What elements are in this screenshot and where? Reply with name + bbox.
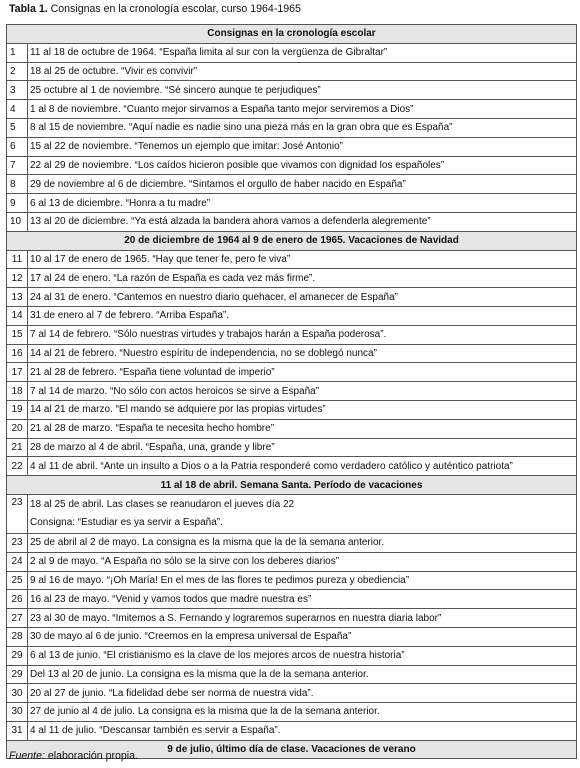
slogan-cell: 6 al 13 de diciembre. “Honra a tu madre” [28, 194, 577, 213]
row-number-cell [7, 288, 28, 307]
table-row [7, 100, 577, 119]
slogan-cell: 4 al 11 de abril. “Ante un insulto a Dios o a la Patria responderé como verdadero católico y auténtico patriota” [28, 457, 577, 476]
slogan-cell: 9 al 16 de mayo. “¡Oh María! En el mes de las flores te pedimos pureza y obediencia” [28, 571, 577, 590]
slogan-cell: 21 al 28 de marzo. “España te necesita hecho hombre” [28, 419, 577, 438]
slogan-cell: Del 13 al 20 de junio. La consigna es la misma que la de la semana anterior. [28, 665, 577, 684]
row-number-cell [7, 156, 28, 175]
table-title-row [7, 25, 577, 44]
row-number: 25 [11, 574, 23, 586]
table-row [7, 419, 577, 438]
row-number-cell [7, 609, 28, 628]
table-row [7, 665, 577, 684]
table-row [7, 288, 577, 307]
slogan-cell: 4 al 11 de julio. “Descansar también es servir a España”. [28, 721, 577, 740]
row-number-cell [7, 344, 28, 363]
row-number-cell [7, 419, 28, 438]
table-row [7, 494, 577, 533]
row-number: 26 [11, 593, 23, 605]
slogan-cell: 30 de mayo al 6 de junio. “Creemos en la empresa universal de España” [28, 627, 577, 646]
table-row [7, 344, 577, 363]
row-number-cell [7, 703, 28, 722]
slogan-cell: 13 al 20 de diciembre. “Ya está alzada la bandera ahora vamos a defenderla alegremente” [28, 212, 577, 231]
row-number: 24 [11, 556, 23, 568]
row-number: 17 [11, 366, 23, 378]
table-row [7, 646, 577, 665]
row-number-cell [7, 684, 28, 703]
row-number-cell [7, 62, 28, 81]
slogan-cell: 15 al 22 de noviembre. “Tenemos un ejemplo que imitar: José Antonio” [28, 137, 577, 156]
table-row [7, 62, 577, 81]
slogan-cell: 21 al 28 de febrero. “España tiene voluntad de imperio” [28, 363, 577, 382]
row-number-cell [7, 627, 28, 646]
row-number: 29 [11, 650, 23, 662]
row-number: 23 [11, 537, 23, 549]
period-header-row-cell: 11 al 18 de abril. Semana Santa. Período de vacaciones [7, 476, 577, 495]
slogan-cell: 25 octubre al 1 de noviembre. “Sé sincero aunque te perjudiques” [28, 81, 577, 100]
table-row [7, 212, 577, 231]
table-row [7, 306, 577, 325]
row-number-cell [7, 306, 28, 325]
row-number: 22 [11, 460, 23, 472]
row-number: 4 [10, 103, 16, 115]
table-row [7, 156, 577, 175]
row-number: 6 [10, 141, 16, 153]
row-number-cell [7, 194, 28, 213]
row-number: 28 [11, 631, 23, 643]
caption-text: Consignas en la cronología escolar, curso 1964-1965 [50, 3, 301, 15]
slogan-line: Consigna: “Estudiar es ya servir a España”. [30, 516, 223, 528]
row-number-cell [7, 533, 28, 552]
table-row [7, 533, 577, 552]
table-row [7, 81, 577, 100]
row-number-cell [7, 175, 28, 194]
row-number: 14 [11, 310, 23, 322]
slogan-cell: 23 al 30 de mayo. “Imitemos a S. Fernando y lograremos superarnos en nuestra diaria labor” [28, 609, 577, 628]
slogan-cell: 28 de marzo al 4 de abril. “España, una, grande y libre” [28, 438, 577, 457]
row-number-cell [7, 43, 28, 62]
slogan-cell: 29 de noviembre al 6 de diciembre. “Sintamos el orgullo de haber nacido en España” [28, 175, 577, 194]
slogan-cell: 7 al 14 de marzo. “No sólo con actos heroicos se sirve a España” [28, 382, 577, 401]
row-number: 20 [11, 423, 23, 435]
closing-row-cell: 9 de julio, último día de clase. Vacaciones de verano [7, 740, 577, 759]
table-row [7, 325, 577, 344]
row-number: 23 [11, 496, 23, 508]
row-number: 3 [10, 84, 16, 96]
source-text: elaboración propia. [44, 750, 138, 762]
row-number: 16 [11, 347, 23, 359]
row-number: 13 [11, 291, 23, 303]
table-row [7, 137, 577, 156]
period-header-row-cell: 20 de diciembre de 1964 al 9 de enero de 1965. Vacaciones de Navidad [7, 231, 577, 250]
slogan-cell: 16 al 23 de mayo. “Venid y vamos todos que madre nuestra es” [28, 590, 577, 609]
row-number-cell [7, 665, 28, 684]
table-row [7, 400, 577, 419]
table-row [7, 684, 577, 703]
row-number: 30 [11, 706, 23, 718]
row-number-cell [7, 81, 28, 100]
period-header-row [7, 476, 577, 495]
table-row [7, 250, 577, 269]
row-number: 15 [11, 329, 23, 341]
slogan-cell: 24 al 31 de enero. “Cantemos en nuestro diario quehacer, el amanecer de España” [28, 288, 577, 307]
table-row [7, 590, 577, 609]
slogan-cell: 1 al 8 de noviembre. “Cuanto mejor sirvamos a España tanto mejor serviremos a Dios” [28, 100, 577, 119]
row-number-cell [7, 118, 28, 137]
row-number-cell [7, 250, 28, 269]
row-number-cell [7, 438, 28, 457]
table-row [7, 382, 577, 401]
table-row [7, 703, 577, 722]
slogan-cell: 25 de abril al 2 de mayo. La consigna es la misma que la de la semana anterior. [28, 533, 577, 552]
table-row [7, 269, 577, 288]
slogan-cell: 8 al 15 de noviembre. “Aquí nadie es nadie sino una pieza más en la gran obra que es España” [28, 118, 577, 137]
slogan-cell: 27 de junio al 4 de julio. La consigna es la misma que la de la semana anterior. [28, 703, 577, 722]
slogan-cell: 10 al 17 de enero de 1965. “Hay que tener fe, pero fe viva” [28, 250, 577, 269]
row-number: 7 [10, 159, 16, 171]
row-number-cell [7, 721, 28, 740]
slogan-cell: 31 de enero al 7 de febrero. “Arriba España”. [28, 306, 577, 325]
period-header-row [7, 231, 577, 250]
slogan-cell: 2 al 9 de mayo. “A España no sólo se la sirve con los deberes diarios” [28, 552, 577, 571]
row-number: 21 [11, 441, 23, 453]
table-row [7, 457, 577, 476]
row-number: 27 [11, 612, 23, 624]
slogan-cell: 6 al 13 de junio. “El cristianismo es la clave de los mejores arcos de nuestra historia” [28, 646, 577, 665]
table-row [7, 118, 577, 137]
row-number-cell [7, 571, 28, 590]
row-number-cell [7, 646, 28, 665]
table-row [7, 438, 577, 457]
source-note [9, 748, 138, 764]
table-caption [9, 1, 301, 17]
table-row [7, 363, 577, 382]
row-number: 9 [10, 197, 16, 209]
slogan-cell: 17 al 24 de enero. “La razón de España es cada vez más firme”. [28, 269, 577, 288]
row-number: 11 [11, 253, 23, 265]
table-row [7, 194, 577, 213]
row-number: 5 [10, 122, 16, 134]
row-number: 18 [11, 385, 23, 397]
row-number-cell [7, 269, 28, 288]
row-number: 10 [10, 216, 22, 228]
row-number-cell [7, 100, 28, 119]
row-number-cell [7, 325, 28, 344]
slogan-cell [28, 494, 577, 533]
table-row [7, 552, 577, 571]
slogan-cell: 11 al 18 de octubre de 1964. “España limita al sur con la vergüenza de Gibraltar” [28, 43, 577, 62]
table-row [7, 43, 577, 62]
row-number-cell [7, 457, 28, 476]
row-number-cell [7, 137, 28, 156]
slogans-table [6, 24, 577, 759]
row-number-cell [7, 363, 28, 382]
row-number: 19 [11, 404, 23, 416]
slogan-cell: 20 al 27 de junio. “La fidelidad debe ser norma de nuestra vida”. [28, 684, 577, 703]
row-number: 1 [10, 47, 16, 59]
row-number-cell [7, 212, 28, 231]
row-number-cell [7, 590, 28, 609]
row-number: 29 [11, 668, 23, 680]
row-number: 2 [10, 65, 16, 77]
slogan-cell: 14 al 21 de febrero. “Nuestro espíritu de independencia, no se doblegó nunca” [28, 344, 577, 363]
slogan-cell: 18 al 25 de octubre. “Vivir es convivir” [28, 62, 577, 81]
table-row [7, 175, 577, 194]
caption-label: Tabla 1. [9, 3, 48, 15]
table-row [7, 609, 577, 628]
row-number: 31 [11, 725, 23, 737]
source-label: Fuente: [9, 750, 45, 762]
row-number-cell [7, 494, 28, 533]
row-number: 12 [11, 272, 23, 284]
row-number: 30 [11, 687, 23, 699]
row-number-cell [7, 552, 28, 571]
table-body [7, 25, 577, 759]
row-number-cell [7, 400, 28, 419]
table-row [7, 721, 577, 740]
row-number-cell [7, 382, 28, 401]
table-row [7, 627, 577, 646]
table-title-row-cell: Consignas en la cronología escolar [7, 25, 577, 44]
table-row [7, 571, 577, 590]
slogan-cell: 22 al 29 de noviembre. “Los caídos hicieron posible que vivamos con dignidad los españoles” [28, 156, 577, 175]
slogan-cell: 14 al 21 de marzo. “El mando se adquiere por las propias virtudes” [28, 400, 577, 419]
slogan-cell: 7 al 14 de febrero. “Sólo nuestras virtudes y trabajos harán a España poderosa”. [28, 325, 577, 344]
row-number: 8 [10, 178, 16, 190]
slogan-line: 18 al 25 de abril. Las clases se reanudaron el jueves día 22 [30, 498, 295, 510]
